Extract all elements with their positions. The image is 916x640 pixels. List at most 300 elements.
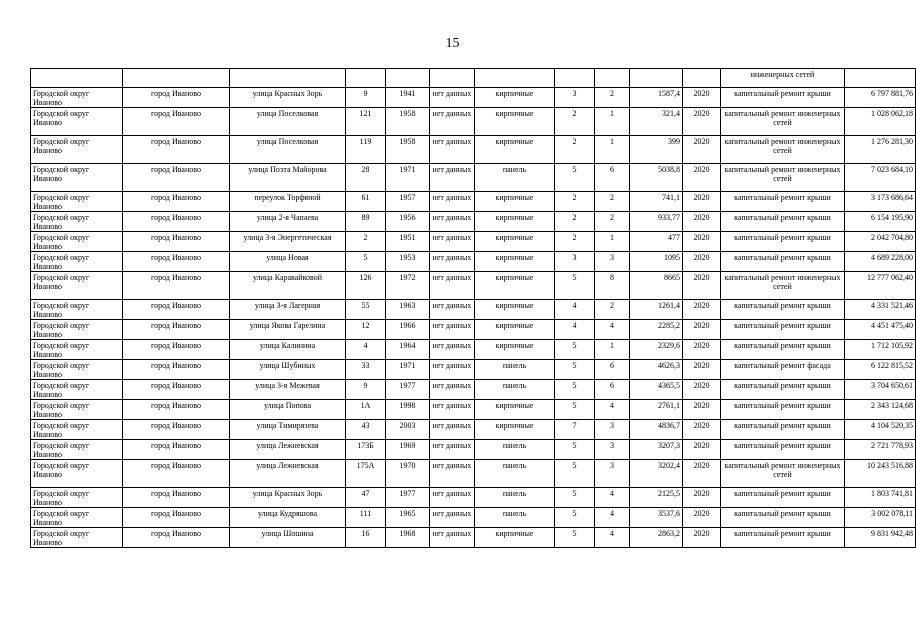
cell-house-number: 55 <box>346 300 386 320</box>
cell-house-number: 173Б <box>346 440 386 460</box>
cell-floors: 2 <box>555 232 595 252</box>
table-row <box>31 192 916 212</box>
cell-work-type: капитальный ремонт крыши <box>721 528 845 548</box>
cell-work-type: капитальный ремонт крыши <box>721 340 845 360</box>
cell-build-year: 1958 <box>386 136 430 164</box>
cell-street: улица Попова <box>230 400 346 420</box>
cell-settlement: город Иваново <box>123 508 230 528</box>
table-row <box>31 340 916 360</box>
cell-municipality: Городской округ Иваново <box>31 108 123 136</box>
cell-wall-material: панель <box>475 164 555 192</box>
cell-municipality: Городской округ Иваново <box>31 88 123 108</box>
cell-entrances: 1 <box>595 232 630 252</box>
cell-wall-material: кирпичные <box>475 108 555 136</box>
cell-house-number: 119 <box>346 136 386 164</box>
cell-entrances: 2 <box>595 192 630 212</box>
cell-entrances: 4 <box>595 508 630 528</box>
cell-wall-material: панель <box>475 440 555 460</box>
cell-entrances: 3 <box>595 420 630 440</box>
cell-area: 8665 <box>630 272 683 300</box>
cell-cost: 4 451 475,40 <box>845 320 916 340</box>
cell-floors: 2 <box>555 108 595 136</box>
cell-build-year: 1998 <box>386 400 430 420</box>
cell-wall-material: кирпичные <box>475 272 555 300</box>
cell-municipality: Городской округ Иваново <box>31 232 123 252</box>
cell-plan-year: 2020 <box>683 136 721 164</box>
cell-commissioning-year: нет данных <box>430 340 475 360</box>
cell-house-number: 12 <box>346 320 386 340</box>
cell-house-number: 175А <box>346 460 386 488</box>
table-row <box>31 108 916 136</box>
cell-build-year: 1958 <box>386 108 430 136</box>
cell-build-year: 1977 <box>386 380 430 400</box>
cell-house-number: 121 <box>346 108 386 136</box>
table-row <box>31 300 916 320</box>
table-row <box>31 320 916 340</box>
cell-floors: 5 <box>555 460 595 488</box>
cell-build-year: 1970 <box>386 460 430 488</box>
cell-plan-year: 2020 <box>683 212 721 232</box>
cell-commissioning-year: нет данных <box>430 88 475 108</box>
table-row <box>31 164 916 192</box>
cell-plan-year: 2020 <box>683 300 721 320</box>
cell-floors: 7 <box>555 420 595 440</box>
cell-floors: 5 <box>555 528 595 548</box>
cell-floors: 2 <box>555 212 595 232</box>
cell-commissioning-year: нет данных <box>430 108 475 136</box>
cell-area: 1095 <box>630 252 683 272</box>
cell-area: 1261,4 <box>630 300 683 320</box>
cell-house-number: 111 <box>346 508 386 528</box>
cell-cost: 7 023 684,10 <box>845 164 916 192</box>
cell-work-type: капитальный ремонт крыши <box>721 192 845 212</box>
page-number: 15 <box>445 36 460 51</box>
cell-street: улица Лежневская <box>230 460 346 488</box>
cell-commissioning-year: нет данных <box>430 360 475 380</box>
cell-commissioning-year <box>430 69 475 88</box>
cell-commissioning-year: нет данных <box>430 528 475 548</box>
cell-municipality: Городской округ Иваново <box>31 440 123 460</box>
cell-cost: 6 797 881,76 <box>845 88 916 108</box>
cell-work-type: капитальный ремонт крыши <box>721 508 845 528</box>
cell-cost: 10 243 516,88 <box>845 460 916 488</box>
cell-plan-year: 2020 <box>683 192 721 212</box>
cell-build-year: 1951 <box>386 232 430 252</box>
cell-entrances: 6 <box>595 360 630 380</box>
cell-area: 3202,4 <box>630 460 683 488</box>
cell-wall-material: панель <box>475 460 555 488</box>
cell-wall-material: кирпичные <box>475 192 555 212</box>
cell-house-number: 126 <box>346 272 386 300</box>
cell-commissioning-year: нет данных <box>430 272 475 300</box>
cell-entrances: 6 <box>595 164 630 192</box>
cell-entrances: 1 <box>595 136 630 164</box>
cell-build-year: 2003 <box>386 420 430 440</box>
cell-entrances: 4 <box>595 400 630 420</box>
cell-build-year: 1953 <box>386 252 430 272</box>
cell-build-year: 1956 <box>386 212 430 232</box>
cell-build-year: 1966 <box>386 320 430 340</box>
cell-settlement: город Иваново <box>123 340 230 360</box>
cell-cost: 1 028 062,18 <box>845 108 916 136</box>
cell-plan-year: 2020 <box>683 380 721 400</box>
table-row <box>31 212 916 232</box>
cell-cost: 3 002 078,11 <box>845 508 916 528</box>
cell-wall-material: кирпичные <box>475 300 555 320</box>
cell-wall-material: кирпичные <box>475 232 555 252</box>
table-row <box>31 400 916 420</box>
cell-wall-material: панель <box>475 380 555 400</box>
cell-house-number: 9 <box>346 380 386 400</box>
cell-settlement: город Иваново <box>123 460 230 488</box>
cell-settlement: город Иваново <box>123 420 230 440</box>
cell-work-type: капитальный ремонт крыши <box>721 232 845 252</box>
cell-street: улица Каравайковой <box>230 272 346 300</box>
cell-plan-year: 2020 <box>683 232 721 252</box>
cell-floors: 4 <box>555 300 595 320</box>
cell-area: 399 <box>630 136 683 164</box>
cell-entrances: 3 <box>595 440 630 460</box>
cell-area: 2863,2 <box>630 528 683 548</box>
cell-cost: 4 331 521,46 <box>845 300 916 320</box>
cell-plan-year: 2020 <box>683 272 721 300</box>
cell-floors: 5 <box>555 380 595 400</box>
cell-work-type: капитальный ремонт инженерных сетей <box>721 136 845 164</box>
cell-municipality: Городской округ Иваново <box>31 212 123 232</box>
cell-municipality: Городской округ Иваново <box>31 300 123 320</box>
cell-cost: 1 712 105,92 <box>845 340 916 360</box>
cell-commissioning-year: нет данных <box>430 320 475 340</box>
cell-street: улица Лежневская <box>230 440 346 460</box>
cell-municipality: Городской округ Иваново <box>31 272 123 300</box>
cell-street: улица Поселковая <box>230 136 346 164</box>
cell-street: улица Кудряшова <box>230 508 346 528</box>
cell-area: 3207,3 <box>630 440 683 460</box>
cell-work-type: капитальный ремонт крыши <box>721 252 845 272</box>
cell-cost: 2 042 704,80 <box>845 232 916 252</box>
cell-floors: 2 <box>555 192 595 212</box>
cell-house-number: 43 <box>346 420 386 440</box>
cell-municipality: Городской округ Иваново <box>31 508 123 528</box>
cell-work-type: капитальный ремонт крыши <box>721 320 845 340</box>
cell-wall-material: кирпичные <box>475 400 555 420</box>
cell-entrances: 2 <box>595 88 630 108</box>
cell-street: улица 2-я Чапаева <box>230 212 346 232</box>
table-row <box>31 272 916 300</box>
cell-work-type: капитальный ремонт фасада <box>721 360 845 380</box>
cell-street: улица Тимирязева <box>230 420 346 440</box>
cell-plan-year: 2020 <box>683 340 721 360</box>
cell-house-number: 47 <box>346 488 386 508</box>
cell-house-number: 2 <box>346 232 386 252</box>
table-row <box>31 528 916 548</box>
cell-entrances: 3 <box>595 460 630 488</box>
cell-settlement: город Иваново <box>123 164 230 192</box>
cell-wall-material: панель <box>475 360 555 380</box>
cell-floors: 3 <box>555 252 595 272</box>
cell-wall-material: кирпичные <box>475 212 555 232</box>
cell-floors: 5 <box>555 440 595 460</box>
cell-street: улица Красных Зорь <box>230 488 346 508</box>
cell-street: переулок Торфяной <box>230 192 346 212</box>
cell-cost: 2 343 124,68 <box>845 400 916 420</box>
cell-work-type: капитальный ремонт крыши <box>721 212 845 232</box>
cell-commissioning-year: нет данных <box>430 136 475 164</box>
cell-settlement: город Иваново <box>123 252 230 272</box>
cell-house-number: 28 <box>346 164 386 192</box>
cell-floors: 4 <box>555 320 595 340</box>
cell-area: 2329,6 <box>630 340 683 360</box>
cell-municipality: Городской округ Иваново <box>31 192 123 212</box>
cell-settlement: город Иваново <box>123 108 230 136</box>
cell-floors: 5 <box>555 488 595 508</box>
cell-settlement: город Иваново <box>123 88 230 108</box>
cell-municipality: Городской округ Иваново <box>31 320 123 340</box>
cell-area: 4365,5 <box>630 380 683 400</box>
cell-entrances: 4 <box>595 488 630 508</box>
cell-street: улица 3-я Энергетическая <box>230 232 346 252</box>
cell-municipality: Городской округ Иваново <box>31 340 123 360</box>
table-row <box>31 420 916 440</box>
table-row <box>31 136 916 164</box>
cell-wall-material: кирпичные <box>475 528 555 548</box>
table-row <box>31 69 916 88</box>
cell-plan-year: 2020 <box>683 528 721 548</box>
cell-wall-material: кирпичные <box>475 340 555 360</box>
table-row <box>31 252 916 272</box>
cell-wall-material: кирпичные <box>475 88 555 108</box>
cell-commissioning-year: нет данных <box>430 508 475 528</box>
cell-build-year: 1971 <box>386 164 430 192</box>
cell-build-year: 1971 <box>386 360 430 380</box>
cell-build-year: 1963 <box>386 300 430 320</box>
cell-build-year: 1972 <box>386 272 430 300</box>
cell-area: 3537,6 <box>630 508 683 528</box>
cell-wall-material: кирпичные <box>475 252 555 272</box>
cell-house-number: 33 <box>346 360 386 380</box>
cell-plan-year: 2020 <box>683 320 721 340</box>
cell-municipality: Городской округ Иваново <box>31 528 123 548</box>
cell-street: улица Красных Зорь <box>230 88 346 108</box>
cell-settlement: город Иваново <box>123 320 230 340</box>
cell-cost: 1 803 741,81 <box>845 488 916 508</box>
cell-plan-year: 2020 <box>683 252 721 272</box>
cell-plan-year: 2020 <box>683 440 721 460</box>
cell-municipality: Городской округ Иваново <box>31 420 123 440</box>
table-row <box>31 488 916 508</box>
cell-commissioning-year: нет данных <box>430 212 475 232</box>
cell-street: улица 3-я Лагерная <box>230 300 346 320</box>
table-row <box>31 440 916 460</box>
cell-entrances: 1 <box>595 340 630 360</box>
cell-street <box>230 69 346 88</box>
cell-cost: 3 704 650,61 <box>845 380 916 400</box>
cell-commissioning-year: нет данных <box>430 232 475 252</box>
cell-municipality <box>31 69 123 88</box>
cell-plan-year <box>683 69 721 88</box>
cell-wall-material: кирпичные <box>475 420 555 440</box>
cell-street: улица Калинина <box>230 340 346 360</box>
cell-house-number <box>346 69 386 88</box>
cell-commissioning-year: нет данных <box>430 300 475 320</box>
cell-build-year: 1977 <box>386 488 430 508</box>
cell-cost: 9 831 942,48 <box>845 528 916 548</box>
cell-area: 1587,4 <box>630 88 683 108</box>
cell-entrances: 2 <box>595 300 630 320</box>
cell-plan-year: 2020 <box>683 108 721 136</box>
cell-settlement: город Иваново <box>123 440 230 460</box>
cell-floors: 5 <box>555 400 595 420</box>
cell-build-year: 1964 <box>386 340 430 360</box>
cell-build-year: 1941 <box>386 88 430 108</box>
cell-entrances: 4 <box>595 528 630 548</box>
cell-commissioning-year: нет данных <box>430 440 475 460</box>
cell-settlement: город Иваново <box>123 380 230 400</box>
cell-area: 2761,1 <box>630 400 683 420</box>
cell-work-type: капитальный ремонт крыши <box>721 420 845 440</box>
cell-area: 2285,2 <box>630 320 683 340</box>
cell-commissioning-year: нет данных <box>430 488 475 508</box>
cell-area: 4836,7 <box>630 420 683 440</box>
cell-build-year: 1968 <box>386 528 430 548</box>
cell-plan-year: 2020 <box>683 88 721 108</box>
cell-house-number: 16 <box>346 528 386 548</box>
cell-municipality: Городской округ Иваново <box>31 164 123 192</box>
table-row <box>31 360 916 380</box>
cell-work-type: капитальный ремонт крыши <box>721 380 845 400</box>
cell-commissioning-year: нет данных <box>430 420 475 440</box>
cell-cost: 4 104 520,35 <box>845 420 916 440</box>
cell-cost: 4 689 228,00 <box>845 252 916 272</box>
cell-commissioning-year: нет данных <box>430 192 475 212</box>
cell-floors: 5 <box>555 360 595 380</box>
cell-street: улица Новая <box>230 252 346 272</box>
cell-work-type: капитальный ремонт инженерных сетей <box>721 164 845 192</box>
cell-house-number: 89 <box>346 212 386 232</box>
cell-street: улица Поэта Майорова <box>230 164 346 192</box>
cell-house-number: 9 <box>346 88 386 108</box>
cell-municipality: Городской округ Иваново <box>31 136 123 164</box>
cell-cost: 2 721 778,93 <box>845 440 916 460</box>
cell-settlement <box>123 69 230 88</box>
cell-area: 321,4 <box>630 108 683 136</box>
cell-work-type: капитальный ремонт крыши <box>721 300 845 320</box>
cell-area: 5038,8 <box>630 164 683 192</box>
cell-wall-material: кирпичные <box>475 320 555 340</box>
cell-work-type: капитальный ремонт крыши <box>721 400 845 420</box>
cell-municipality: Городской округ Иваново <box>31 460 123 488</box>
cell-commissioning-year: нет данных <box>430 460 475 488</box>
cell-street: улица Шубиных <box>230 360 346 380</box>
cell-build-year <box>386 69 430 88</box>
cell-municipality: Городской округ Иваново <box>31 380 123 400</box>
cell-street: улица Шошина <box>230 528 346 548</box>
cell-area: 2125,5 <box>630 488 683 508</box>
cell-municipality: Городской округ Иваново <box>31 360 123 380</box>
cell-floors <box>555 69 595 88</box>
cell-area: 933,77 <box>630 212 683 232</box>
cell-work-type: инженерных сетей <box>721 69 845 88</box>
cell-cost <box>845 69 916 88</box>
cell-build-year: 1969 <box>386 440 430 460</box>
cell-plan-year: 2020 <box>683 488 721 508</box>
cell-house-number: 61 <box>346 192 386 212</box>
cell-plan-year: 2020 <box>683 460 721 488</box>
cell-commissioning-year: нет данных <box>430 164 475 192</box>
cell-work-type: капитальный ремонт крыши <box>721 88 845 108</box>
cell-floors: 2 <box>555 136 595 164</box>
cell-settlement: город Иваново <box>123 528 230 548</box>
cell-municipality: Городской округ Иваново <box>31 252 123 272</box>
cell-entrances: 1 <box>595 108 630 136</box>
cell-settlement: город Иваново <box>123 136 230 164</box>
cell-area: 477 <box>630 232 683 252</box>
cell-cost: 12 777 062,40 <box>845 272 916 300</box>
cell-floors: 5 <box>555 340 595 360</box>
cell-street: улица 3-я Межевая <box>230 380 346 400</box>
cell-commissioning-year: нет данных <box>430 252 475 272</box>
cell-municipality: Городской округ Иваново <box>31 400 123 420</box>
cell-plan-year: 2020 <box>683 420 721 440</box>
cell-plan-year: 2020 <box>683 360 721 380</box>
cell-entrances: 8 <box>595 272 630 300</box>
cell-settlement: город Иваново <box>123 488 230 508</box>
cell-build-year: 1965 <box>386 508 430 528</box>
cell-commissioning-year: нет данных <box>430 400 475 420</box>
cell-house-number: 5 <box>346 252 386 272</box>
cell-cost: 6 154 195,90 <box>845 212 916 232</box>
cell-entrances <box>595 69 630 88</box>
cell-wall-material <box>475 69 555 88</box>
cell-settlement: город Иваново <box>123 272 230 300</box>
cell-settlement: город Иваново <box>123 212 230 232</box>
table-row <box>31 88 916 108</box>
cell-house-number: 4 <box>346 340 386 360</box>
cell-street: улица Поселковая <box>230 108 346 136</box>
cell-build-year: 1957 <box>386 192 430 212</box>
cell-floors: 5 <box>555 164 595 192</box>
cell-plan-year: 2020 <box>683 164 721 192</box>
cell-area: 4626,3 <box>630 360 683 380</box>
cell-settlement: город Иваново <box>123 300 230 320</box>
cell-settlement: город Иваново <box>123 360 230 380</box>
cell-plan-year: 2020 <box>683 400 721 420</box>
cell-entrances: 4 <box>595 320 630 340</box>
table-row <box>31 232 916 252</box>
cell-work-type: капитальный ремонт инженерных сетей <box>721 460 845 488</box>
cell-wall-material: панель <box>475 488 555 508</box>
cell-floors: 3 <box>555 88 595 108</box>
cell-plan-year: 2020 <box>683 508 721 528</box>
cell-house-number: 1А <box>346 400 386 420</box>
table-row <box>31 508 916 528</box>
cell-street: улица Якова Гарелина <box>230 320 346 340</box>
cell-floors: 5 <box>555 508 595 528</box>
cell-work-type: капитальный ремонт крыши <box>721 488 845 508</box>
cell-cost: 6 122 815,52 <box>845 360 916 380</box>
table-row <box>31 460 916 488</box>
cell-wall-material: кирпичные <box>475 136 555 164</box>
cell-cost: 3 173 686,64 <box>845 192 916 212</box>
cell-area <box>630 69 683 88</box>
cell-settlement: город Иваново <box>123 400 230 420</box>
cell-entrances: 2 <box>595 212 630 232</box>
cell-commissioning-year: нет данных <box>430 380 475 400</box>
cell-area: 741,1 <box>630 192 683 212</box>
cell-municipality: Городской округ Иваново <box>31 488 123 508</box>
cell-settlement: город Иваново <box>123 192 230 212</box>
cell-floors: 5 <box>555 272 595 300</box>
